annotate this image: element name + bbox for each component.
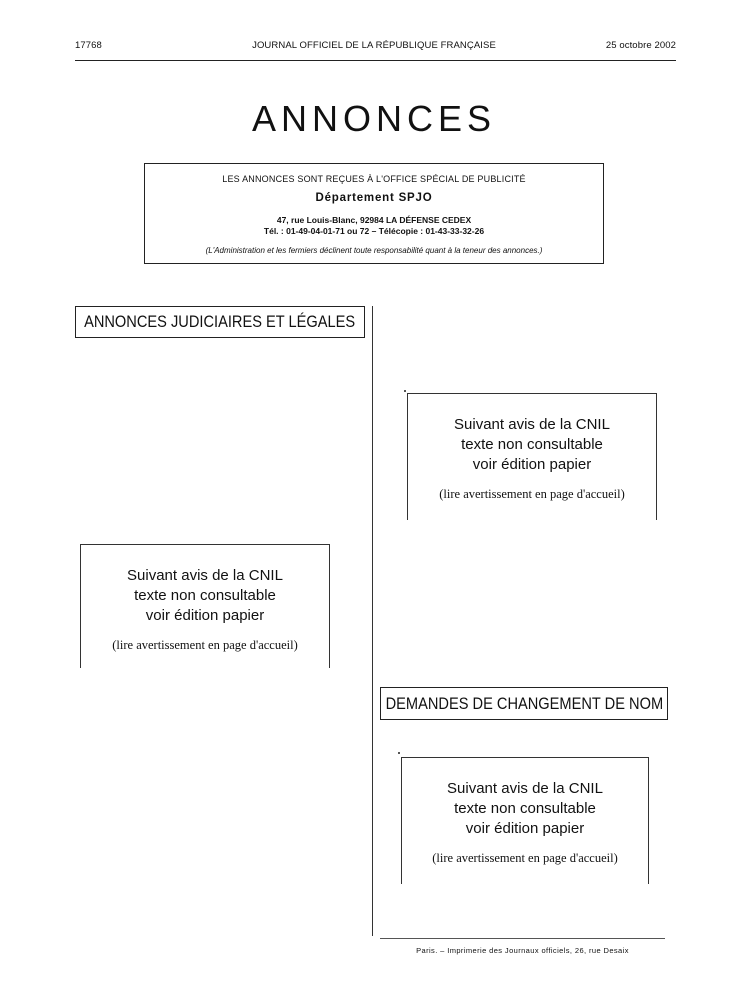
- cnil-line-3: voir édition papier: [472, 456, 592, 473]
- cnil-line-2: texte non consultable: [134, 587, 276, 604]
- info-department: Département SPJO: [315, 192, 433, 204]
- cnil-note: (lire avertissement en page d'accueil): [439, 487, 625, 501]
- info-disclaimer: (L'Administration et les fermiers déclinent toute responsabilité quant à la teneur des annonces.): [205, 246, 543, 255]
- cnil-line-2: texte non consultable: [454, 800, 596, 817]
- scan-mark: [398, 752, 400, 754]
- cnil-line-3: voir édition papier: [465, 820, 585, 837]
- cnil-note: (lire avertissement en page d'accueil): [112, 638, 298, 652]
- footer-rule: [380, 938, 665, 939]
- section-header-judiciaires: [75, 306, 365, 338]
- info-line-reception: LES ANNONCES SONT REÇUES À L'OFFICE SPÉCIAL DE PUBLICITÉ: [222, 174, 526, 184]
- cnil-line-1: Suivant avis de la CNIL: [454, 416, 610, 433]
- issue-date: 25 octobre 2002: [605, 40, 676, 51]
- cnil-notice: [407, 393, 657, 520]
- section-title-changement-nom: DEMANDES DE CHANGEMENT DE NOM: [385, 693, 663, 713]
- cnil-line-1: Suivant avis de la CNIL: [127, 567, 283, 584]
- header-rule: [75, 60, 676, 61]
- info-contact: Tél. : 01-49-04-01-71 ou 72 – Télécopie : 01-43-33-32-26: [263, 226, 485, 236]
- scan-mark: [404, 390, 406, 392]
- info-box: [144, 163, 604, 264]
- cnil-line-3: voir édition papier: [145, 607, 265, 624]
- column-divider: [372, 306, 373, 936]
- printer-imprint: Paris. – Imprimerie des Journaux officiels, 26, rue Desaix: [416, 946, 629, 955]
- cnil-notice: [401, 757, 649, 884]
- cnil-line-1: Suivant avis de la CNIL: [447, 780, 603, 797]
- cnil-notice: [80, 544, 330, 668]
- section-title-judiciaires: ANNONCES JUDICIAIRES ET LÉGALES: [84, 312, 356, 331]
- info-address: 47, rue Louis-Blanc, 92984 LA DÉFENSE CEDEX: [276, 215, 472, 225]
- page-number: 17768: [75, 40, 102, 51]
- cnil-note: (lire avertissement en page d'accueil): [432, 851, 618, 865]
- cnil-line-2: texte non consultable: [461, 436, 603, 453]
- section-header-changement-nom: [380, 687, 668, 720]
- journal-title: JOURNAL OFFICIEL DE LA RÉPUBLIQUE FRANÇAISE: [252, 40, 496, 51]
- page-title: ANNONCES: [251, 98, 497, 139]
